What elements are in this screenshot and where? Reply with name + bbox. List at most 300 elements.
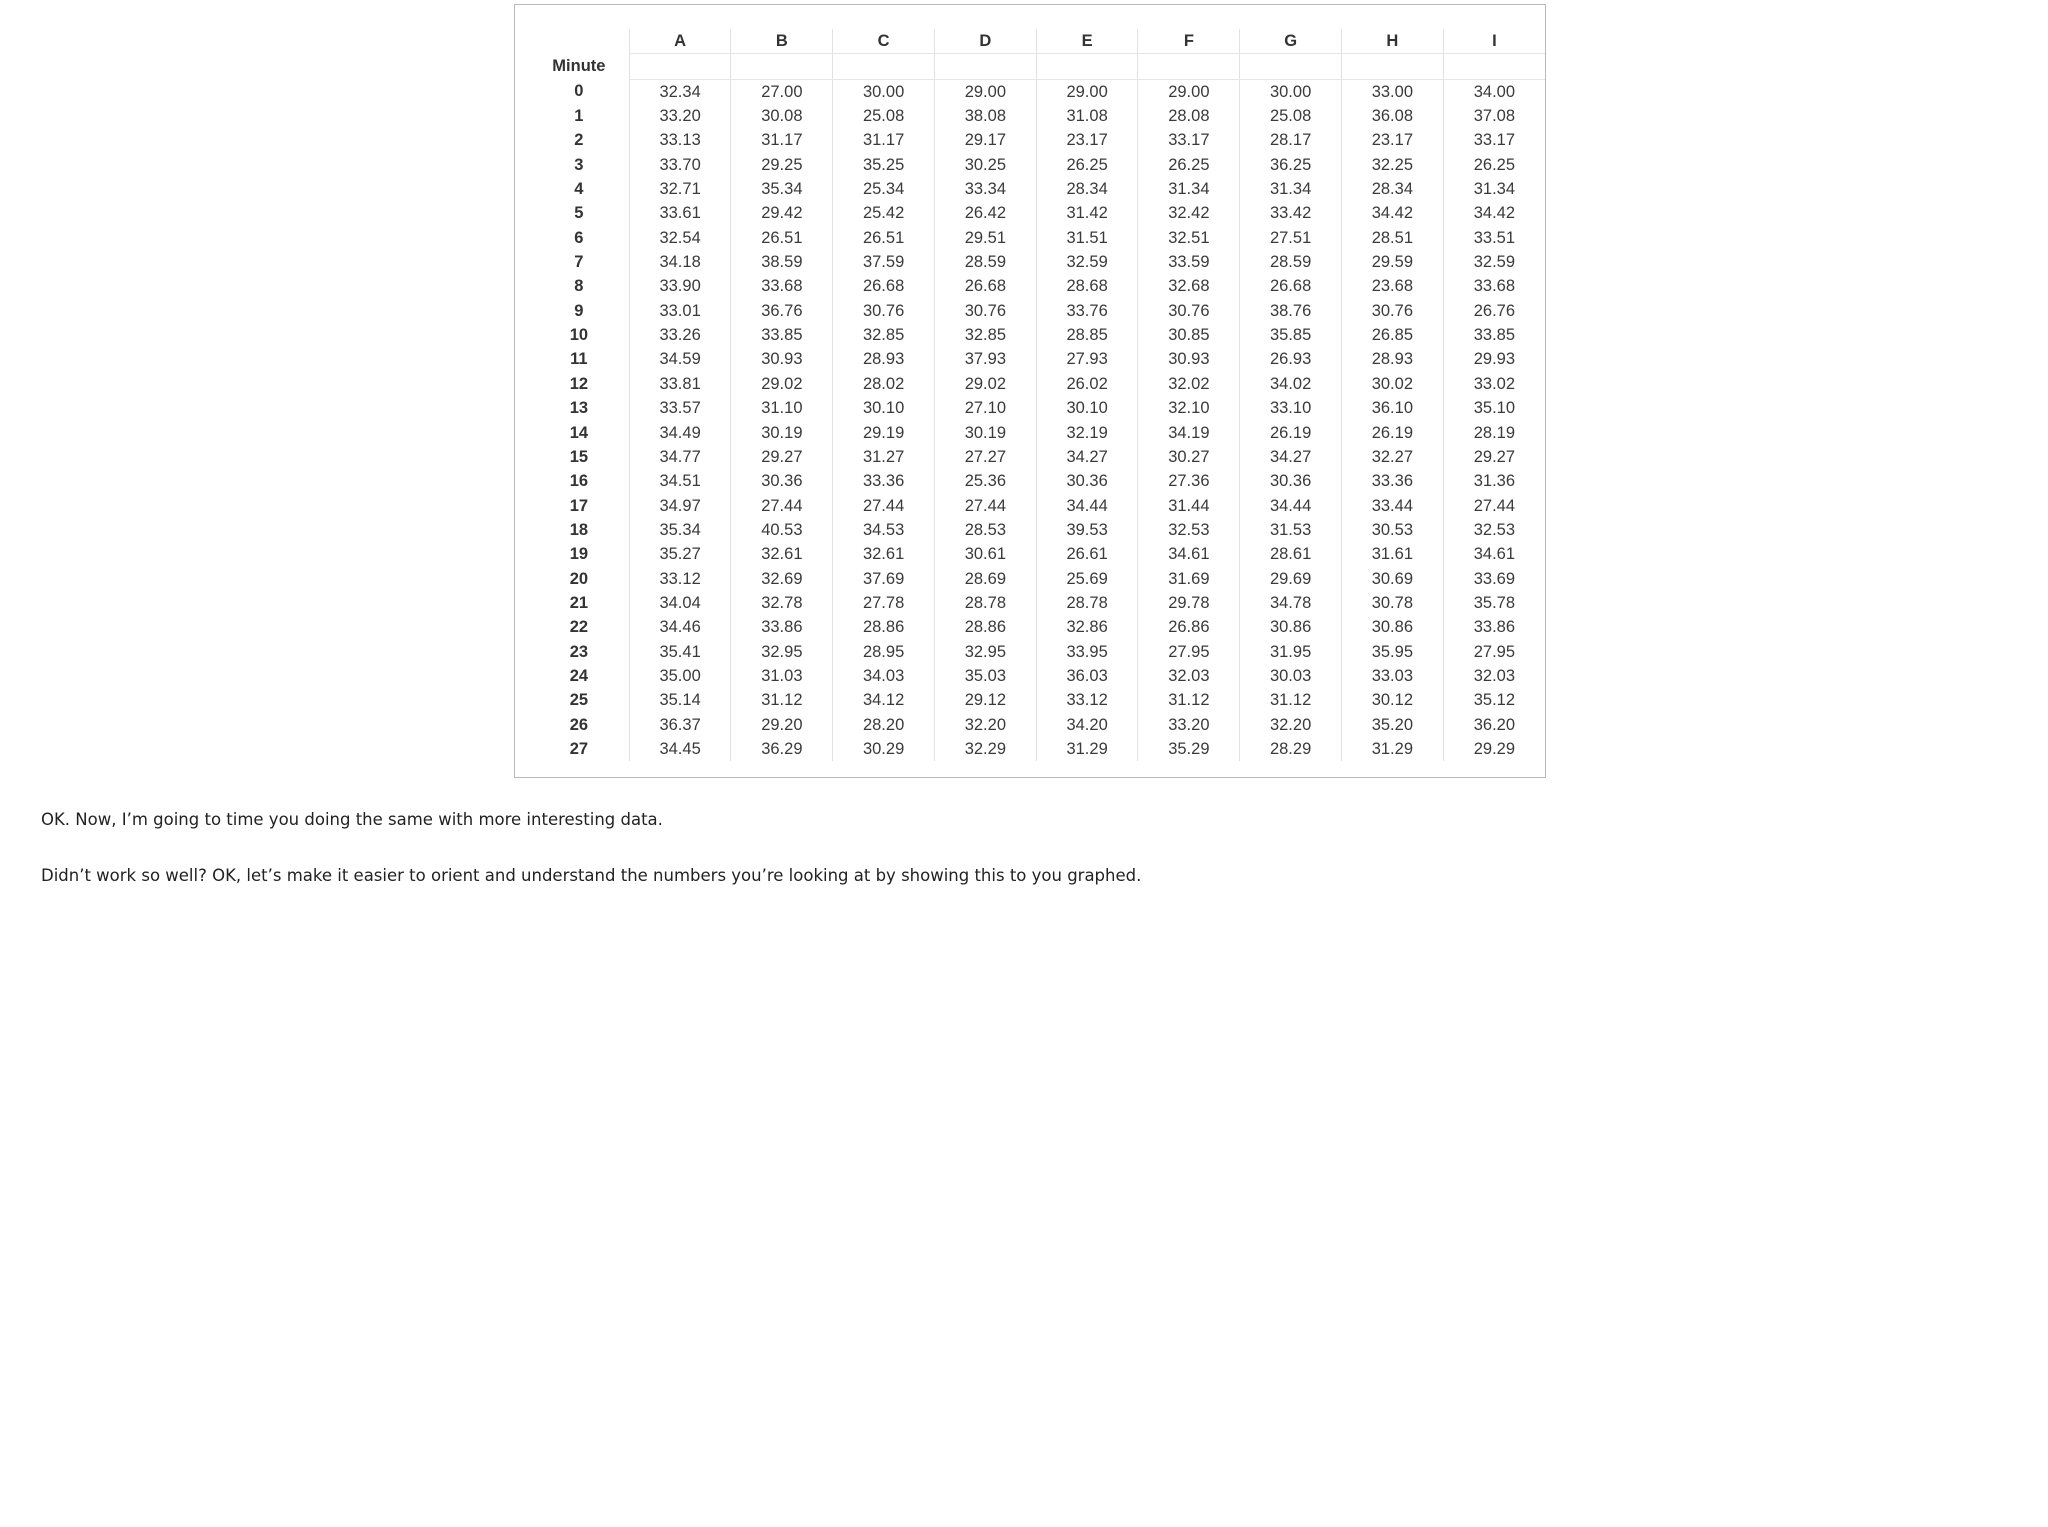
value-cell-g: 34.78 (1240, 591, 1342, 615)
value-cell-i: 29.29 (1443, 737, 1545, 761)
value-cell-c: 28.02 (833, 372, 935, 396)
value-cell-f: 30.27 (1138, 445, 1240, 469)
value-cell-i: 33.51 (1443, 226, 1545, 250)
value-cell-e: 36.03 (1036, 664, 1138, 688)
value-cell-c: 30.76 (833, 299, 935, 323)
minute-cell: 2 (574, 131, 584, 150)
value-cell-b: 40.53 (731, 518, 833, 542)
value-cell-a: 34.49 (629, 421, 731, 445)
value-cell-d: 37.93 (934, 347, 1036, 371)
table-row (529, 372, 1545, 396)
value-cell-i: 37.08 (1443, 104, 1545, 128)
value-cell-b: 29.20 (731, 713, 833, 737)
value-cell-d: 27.27 (934, 445, 1036, 469)
value-cell-i: 32.53 (1443, 518, 1545, 542)
value-cell-a: 36.37 (629, 713, 731, 737)
value-cell-f: 32.10 (1138, 396, 1240, 420)
table-row (529, 713, 1545, 737)
value-cell-h: 33.36 (1341, 469, 1443, 493)
value-cell-g: 31.34 (1240, 177, 1342, 201)
header-spacer-cell (731, 54, 833, 79)
table-row (529, 737, 1545, 761)
value-cell-e: 31.08 (1036, 104, 1138, 128)
value-cell-f: 32.02 (1138, 372, 1240, 396)
value-cell-h: 30.69 (1341, 567, 1443, 591)
minute-cell: 12 (569, 374, 589, 393)
value-cell-g: 31.12 (1240, 688, 1342, 712)
paragraph-graph-intro: Didn’t work so well? OK, let’s make it easier to orient and understand the numbers you’re looking at by showing this to you graphed. (41, 866, 1142, 885)
value-cell-b: 29.25 (731, 153, 833, 177)
minute-cell: 10 (569, 326, 589, 345)
value-cell-e: 26.02 (1036, 372, 1138, 396)
value-cell-c: 25.42 (833, 201, 935, 225)
minute-cell: 20 (569, 569, 589, 588)
value-cell-c: 37.59 (833, 250, 935, 274)
value-cell-d: 29.02 (934, 372, 1036, 396)
value-cell-a: 33.57 (629, 396, 731, 420)
value-cell-h: 35.20 (1341, 713, 1443, 737)
value-cell-c: 32.61 (833, 542, 935, 566)
minute-cell: 14 (569, 423, 589, 442)
value-cell-g: 33.10 (1240, 396, 1342, 420)
value-cell-g: 34.02 (1240, 372, 1342, 396)
table-row (529, 421, 1545, 445)
column-header-f: F (1138, 29, 1240, 54)
value-cell-c: 25.34 (833, 177, 935, 201)
minute-cell: 25 (569, 691, 589, 710)
header-spacer-cell (1240, 54, 1342, 79)
table-row (529, 664, 1545, 688)
value-cell-b: 35.34 (731, 177, 833, 201)
value-cell-a: 35.14 (629, 688, 731, 712)
value-cell-c: 27.44 (833, 494, 935, 518)
value-cell-f: 30.76 (1138, 299, 1240, 323)
value-cell-d: 30.25 (934, 153, 1036, 177)
value-cell-h: 30.12 (1341, 688, 1443, 712)
column-header-d: D (934, 29, 1036, 54)
value-cell-b: 31.17 (731, 128, 833, 152)
value-cell-g: 28.61 (1240, 542, 1342, 566)
value-cell-g: 32.20 (1240, 713, 1342, 737)
value-cell-a: 33.20 (629, 104, 731, 128)
value-cell-h: 28.34 (1341, 177, 1443, 201)
value-cell-f: 26.25 (1138, 153, 1240, 177)
value-cell-i: 31.34 (1443, 177, 1545, 201)
value-cell-b: 29.27 (731, 445, 833, 469)
value-cell-d: 30.61 (934, 542, 1036, 566)
value-cell-e: 28.34 (1036, 177, 1138, 201)
value-cell-g: 27.51 (1240, 226, 1342, 250)
value-cell-e: 33.95 (1036, 640, 1138, 664)
value-cell-h: 29.59 (1341, 250, 1443, 274)
value-cell-c: 34.12 (833, 688, 935, 712)
value-cell-e: 34.20 (1036, 713, 1138, 737)
value-cell-h: 31.61 (1341, 542, 1443, 566)
value-cell-e: 31.42 (1036, 201, 1138, 225)
table-row (529, 688, 1545, 712)
header-spacer-cell (1443, 54, 1545, 79)
minute-cell: 18 (569, 520, 589, 539)
header-spacer-cell (629, 54, 731, 79)
value-cell-e: 31.51 (1036, 226, 1138, 250)
value-cell-b: 36.76 (731, 299, 833, 323)
value-cell-b: 30.19 (731, 421, 833, 445)
table-row (529, 494, 1545, 518)
value-cell-a: 35.27 (629, 542, 731, 566)
value-cell-a: 34.04 (629, 591, 731, 615)
header-spacer-cell (1036, 54, 1138, 79)
value-cell-i: 26.25 (1443, 153, 1545, 177)
minute-cell: 8 (574, 277, 584, 296)
value-cell-d: 30.19 (934, 421, 1036, 445)
table-row (529, 445, 1545, 469)
minute-cell: 11 (570, 350, 588, 369)
value-cell-d: 30.76 (934, 299, 1036, 323)
table-row (529, 128, 1545, 152)
value-cell-e: 29.00 (1036, 79, 1138, 104)
minute-cell: 1 (574, 107, 584, 126)
value-cell-g: 28.17 (1240, 128, 1342, 152)
value-cell-f: 28.08 (1138, 104, 1240, 128)
value-cell-h: 36.10 (1341, 396, 1443, 420)
value-cell-b: 33.85 (731, 323, 833, 347)
table-header (529, 29, 1545, 79)
value-cell-c: 25.08 (833, 104, 935, 128)
value-cell-a: 34.59 (629, 347, 731, 371)
value-cell-h: 28.51 (1341, 226, 1443, 250)
value-cell-f: 32.53 (1138, 518, 1240, 542)
table-row (529, 79, 1545, 104)
minute-cell: 15 (569, 447, 589, 466)
value-cell-h: 30.53 (1341, 518, 1443, 542)
value-cell-d: 29.17 (934, 128, 1036, 152)
value-cell-f: 27.95 (1138, 640, 1240, 664)
value-cell-h: 33.44 (1341, 494, 1443, 518)
value-cell-c: 33.36 (833, 469, 935, 493)
value-cell-f: 31.69 (1138, 567, 1240, 591)
value-cell-f: 33.59 (1138, 250, 1240, 274)
value-cell-h: 30.78 (1341, 591, 1443, 615)
column-header-b: B (731, 29, 833, 54)
value-cell-e: 28.78 (1036, 591, 1138, 615)
value-cell-h: 26.85 (1341, 323, 1443, 347)
value-cell-i: 34.61 (1443, 542, 1545, 566)
value-cell-e: 33.12 (1036, 688, 1138, 712)
minute-cell: 16 (569, 472, 589, 491)
value-cell-b: 31.03 (731, 664, 833, 688)
table-row (529, 469, 1545, 493)
value-cell-h: 32.27 (1341, 445, 1443, 469)
value-cell-b: 30.93 (731, 347, 833, 371)
value-cell-e: 26.61 (1036, 542, 1138, 566)
minute-cell: 0 (574, 82, 584, 101)
value-cell-c: 27.78 (833, 591, 935, 615)
value-cell-i: 28.19 (1443, 421, 1545, 445)
value-cell-d: 38.08 (934, 104, 1036, 128)
value-cell-g: 26.93 (1240, 347, 1342, 371)
value-cell-f: 30.85 (1138, 323, 1240, 347)
value-cell-b: 26.51 (731, 226, 833, 250)
value-cell-c: 28.95 (833, 640, 935, 664)
value-cell-b: 32.95 (731, 640, 833, 664)
value-cell-a: 33.12 (629, 567, 731, 591)
value-cell-g: 30.86 (1240, 615, 1342, 639)
value-cell-e: 28.85 (1036, 323, 1138, 347)
value-cell-b: 38.59 (731, 250, 833, 274)
value-cell-g: 26.19 (1240, 421, 1342, 445)
value-cell-d: 29.51 (934, 226, 1036, 250)
value-cell-b: 33.68 (731, 274, 833, 298)
value-cell-h: 34.42 (1341, 201, 1443, 225)
value-cell-f: 35.29 (1138, 737, 1240, 761)
value-cell-b: 32.69 (731, 567, 833, 591)
value-cell-i: 29.93 (1443, 347, 1545, 371)
value-cell-c: 31.27 (833, 445, 935, 469)
minute-cell: 9 (574, 301, 584, 320)
minute-cell: 19 (569, 545, 589, 564)
value-cell-g: 38.76 (1240, 299, 1342, 323)
value-cell-h: 33.00 (1341, 79, 1443, 104)
value-cell-d: 28.86 (934, 615, 1036, 639)
value-cell-d: 27.44 (934, 494, 1036, 518)
table-row (529, 518, 1545, 542)
value-cell-c: 28.93 (833, 347, 935, 371)
value-cell-e: 26.25 (1036, 153, 1138, 177)
value-cell-c: 26.51 (833, 226, 935, 250)
value-cell-i: 35.78 (1443, 591, 1545, 615)
table-row (529, 201, 1545, 225)
minute-cell: 21 (569, 593, 589, 612)
value-cell-e: 32.59 (1036, 250, 1138, 274)
header-corner-cell (529, 29, 629, 54)
table-row (529, 153, 1545, 177)
value-cell-d: 33.34 (934, 177, 1036, 201)
value-cell-d: 27.10 (934, 396, 1036, 420)
value-cell-i: 32.59 (1443, 250, 1545, 274)
value-cell-c: 35.25 (833, 153, 935, 177)
value-cell-a: 32.71 (629, 177, 731, 201)
value-cell-d: 28.59 (934, 250, 1036, 274)
value-cell-a: 34.18 (629, 250, 731, 274)
value-cell-b: 29.02 (731, 372, 833, 396)
value-cell-i: 33.17 (1443, 128, 1545, 152)
value-cell-h: 35.95 (1341, 640, 1443, 664)
value-cell-a: 33.61 (629, 201, 731, 225)
value-cell-c: 29.19 (833, 421, 935, 445)
value-cell-e: 30.10 (1036, 396, 1138, 420)
value-cell-d: 32.85 (934, 323, 1036, 347)
value-cell-a: 32.34 (629, 79, 731, 104)
value-cell-h: 33.03 (1341, 664, 1443, 688)
column-header-c: C (833, 29, 935, 54)
value-cell-i: 36.20 (1443, 713, 1545, 737)
paragraph-timing-note: OK. Now, I’m going to time you doing the same with more interesting data. (41, 810, 663, 829)
value-cell-f: 29.78 (1138, 591, 1240, 615)
table-row (529, 567, 1545, 591)
value-cell-d: 32.29 (934, 737, 1036, 761)
value-cell-h: 31.29 (1341, 737, 1443, 761)
value-cell-d: 29.12 (934, 688, 1036, 712)
value-cell-g: 31.95 (1240, 640, 1342, 664)
value-cell-h: 28.93 (1341, 347, 1443, 371)
value-cell-g: 25.08 (1240, 104, 1342, 128)
value-cell-d: 26.68 (934, 274, 1036, 298)
minute-cell: 26 (569, 715, 589, 734)
value-cell-i: 27.95 (1443, 640, 1545, 664)
value-cell-h: 30.86 (1341, 615, 1443, 639)
value-cell-e: 25.69 (1036, 567, 1138, 591)
value-cell-h: 30.02 (1341, 372, 1443, 396)
minute-cell: 7 (574, 253, 584, 272)
column-header-row (529, 29, 1545, 54)
value-cell-h: 23.17 (1341, 128, 1443, 152)
value-cell-a: 33.90 (629, 274, 731, 298)
value-cell-a: 33.01 (629, 299, 731, 323)
table-row (529, 274, 1545, 298)
table-row (529, 226, 1545, 250)
header-spacer-cell (833, 54, 935, 79)
value-cell-b: 29.42 (731, 201, 833, 225)
value-cell-c: 37.69 (833, 567, 935, 591)
value-cell-f: 31.44 (1138, 494, 1240, 518)
value-cell-c: 34.53 (833, 518, 935, 542)
value-cell-f: 27.36 (1138, 469, 1240, 493)
value-cell-a: 33.70 (629, 153, 731, 177)
data-table (529, 29, 1545, 761)
value-cell-c: 30.10 (833, 396, 935, 420)
value-cell-d: 25.36 (934, 469, 1036, 493)
minute-cell: 5 (574, 204, 584, 223)
value-cell-g: 30.03 (1240, 664, 1342, 688)
value-cell-a: 33.13 (629, 128, 731, 152)
value-cell-f: 34.19 (1138, 421, 1240, 445)
value-cell-f: 32.42 (1138, 201, 1240, 225)
value-cell-b: 30.36 (731, 469, 833, 493)
value-cell-f: 32.68 (1138, 274, 1240, 298)
value-cell-i: 33.68 (1443, 274, 1545, 298)
minute-cell: 13 (569, 399, 589, 418)
value-cell-i: 34.00 (1443, 79, 1545, 104)
value-cell-g: 36.25 (1240, 153, 1342, 177)
value-cell-d: 32.95 (934, 640, 1036, 664)
value-cell-d: 28.78 (934, 591, 1036, 615)
table-row (529, 250, 1545, 274)
value-cell-c: 30.00 (833, 79, 935, 104)
minute-column-header: Minute (552, 57, 606, 76)
value-cell-f: 31.12 (1138, 688, 1240, 712)
value-cell-c: 34.03 (833, 664, 935, 688)
value-cell-c: 28.20 (833, 713, 935, 737)
value-cell-e: 32.86 (1036, 615, 1138, 639)
table-row (529, 615, 1545, 639)
value-cell-b: 30.08 (731, 104, 833, 128)
value-cell-d: 32.20 (934, 713, 1036, 737)
value-cell-d: 35.03 (934, 664, 1036, 688)
value-cell-g: 30.36 (1240, 469, 1342, 493)
value-cell-i: 27.44 (1443, 494, 1545, 518)
minute-cell: 22 (569, 618, 589, 637)
value-cell-f: 30.93 (1138, 347, 1240, 371)
value-cell-e: 33.76 (1036, 299, 1138, 323)
value-cell-i: 35.10 (1443, 396, 1545, 420)
header-spacer-cell (1341, 54, 1443, 79)
value-cell-g: 33.42 (1240, 201, 1342, 225)
table-row (529, 177, 1545, 201)
value-cell-e: 28.68 (1036, 274, 1138, 298)
minute-cell: 17 (569, 496, 589, 515)
value-cell-h: 30.76 (1341, 299, 1443, 323)
minute-cell: 6 (574, 228, 584, 247)
value-cell-a: 32.54 (629, 226, 731, 250)
value-cell-e: 27.93 (1036, 347, 1138, 371)
value-cell-d: 28.53 (934, 518, 1036, 542)
value-cell-f: 29.00 (1138, 79, 1240, 104)
value-cell-i: 33.86 (1443, 615, 1545, 639)
value-cell-g: 34.27 (1240, 445, 1342, 469)
minute-cell: 23 (569, 642, 589, 661)
data-table-image (514, 4, 1546, 778)
value-cell-a: 35.00 (629, 664, 731, 688)
value-cell-b: 32.61 (731, 542, 833, 566)
value-cell-e: 32.19 (1036, 421, 1138, 445)
table-row (529, 591, 1545, 615)
value-cell-a: 34.51 (629, 469, 731, 493)
value-cell-g: 31.53 (1240, 518, 1342, 542)
minute-cell: 27 (569, 739, 589, 758)
value-cell-c: 28.86 (833, 615, 935, 639)
value-cell-c: 30.29 (833, 737, 935, 761)
value-cell-d: 26.42 (934, 201, 1036, 225)
value-cell-e: 30.36 (1036, 469, 1138, 493)
column-header-h: H (1341, 29, 1443, 54)
minute-cell: 24 (569, 666, 589, 685)
value-cell-e: 31.29 (1036, 737, 1138, 761)
value-cell-i: 29.27 (1443, 445, 1545, 469)
value-cell-h: 26.19 (1341, 421, 1443, 445)
value-cell-g: 35.85 (1240, 323, 1342, 347)
value-cell-f: 33.20 (1138, 713, 1240, 737)
table-row (529, 640, 1545, 664)
value-cell-e: 34.27 (1036, 445, 1138, 469)
table-body (529, 79, 1545, 761)
minute-label-row (529, 54, 1545, 79)
header-spacer-cell (1138, 54, 1240, 79)
column-header-g: G (1240, 29, 1342, 54)
value-cell-e: 34.44 (1036, 494, 1138, 518)
value-cell-a: 34.46 (629, 615, 731, 639)
value-cell-h: 23.68 (1341, 274, 1443, 298)
value-cell-f: 26.86 (1138, 615, 1240, 639)
table-row (529, 104, 1545, 128)
value-cell-b: 33.86 (731, 615, 833, 639)
header-spacer-cell (934, 54, 1036, 79)
value-cell-g: 34.44 (1240, 494, 1342, 518)
value-cell-b: 27.00 (731, 79, 833, 104)
value-cell-d: 29.00 (934, 79, 1036, 104)
value-cell-f: 32.03 (1138, 664, 1240, 688)
value-cell-i: 34.42 (1443, 201, 1545, 225)
column-header-a: A (629, 29, 731, 54)
value-cell-a: 35.34 (629, 518, 731, 542)
value-cell-a: 35.41 (629, 640, 731, 664)
value-cell-a: 34.45 (629, 737, 731, 761)
value-cell-i: 33.69 (1443, 567, 1545, 591)
value-cell-f: 31.34 (1138, 177, 1240, 201)
value-cell-b: 32.78 (731, 591, 833, 615)
value-cell-g: 29.69 (1240, 567, 1342, 591)
value-cell-g: 30.00 (1240, 79, 1342, 104)
value-cell-b: 31.10 (731, 396, 833, 420)
